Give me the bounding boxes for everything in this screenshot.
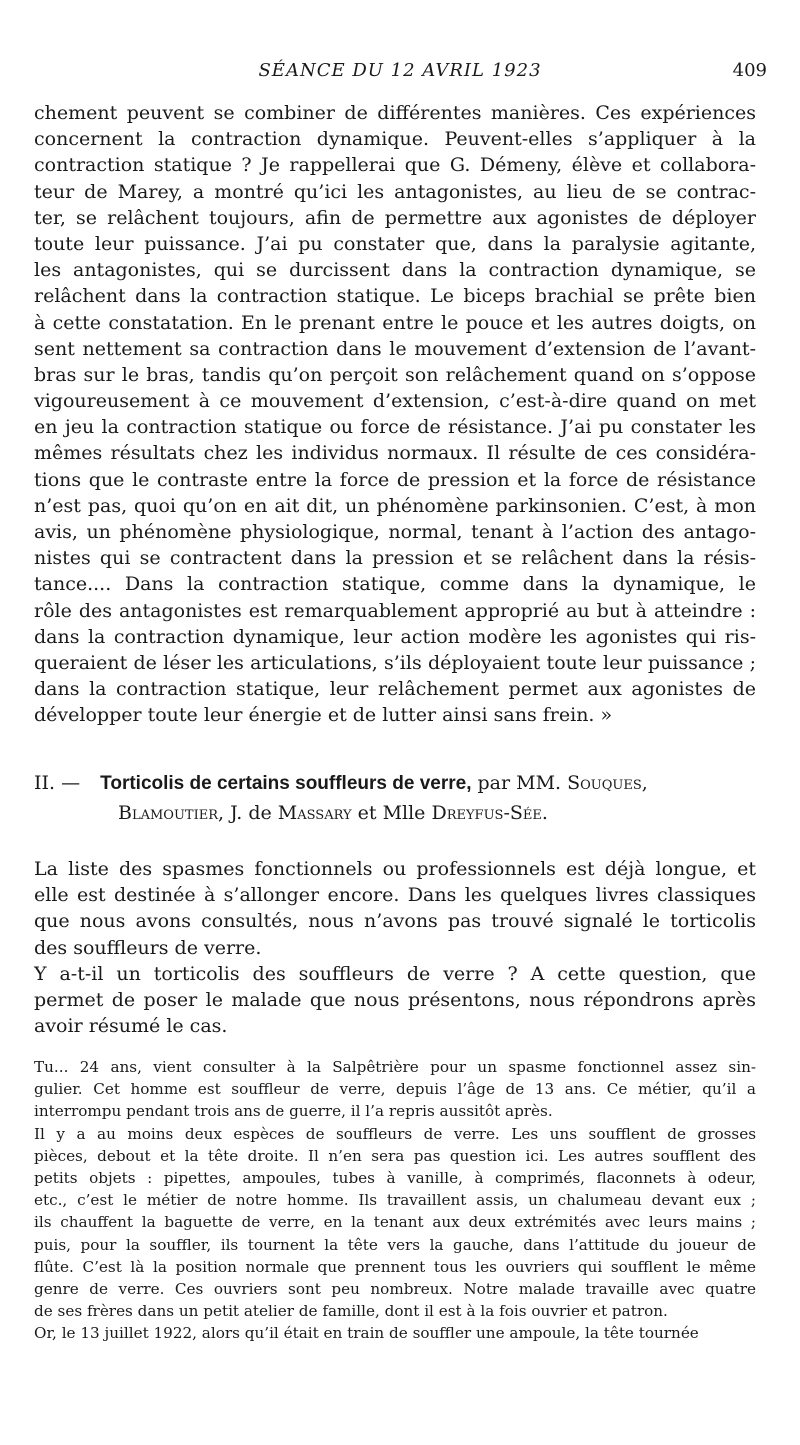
main-paragraph-line: tance.... Dans la contraction statique, comme dans la dynamique, le <box>34 573 756 596</box>
main-paragraph-line: avis, un phénomène physiologique, normal, tenant à l’action des antago- <box>34 521 756 543</box>
case-paragraph-line: interrompu pendant trois ans de guerre, il l’a repris aussitôt après. <box>34 1102 553 1121</box>
main-paragraph-line: concernent la contraction dynamique. Peuvent-elles s’appliquer à la <box>34 128 756 151</box>
intro-paragraph <box>34 856 756 961</box>
main-paragraph-line: à cette constatation. En le prenant entre le pouce et les autres doigts, on <box>34 311 756 334</box>
case-paragraph-line: petits objets : pipettes, ampoules, tubes à vanille, à comprimés, flaconnets à odeur, <box>34 1168 756 1187</box>
case-paragraph <box>34 1322 756 1344</box>
main-paragraph <box>34 100 756 729</box>
intro-paragraph-line: des souffleurs de verre. <box>34 936 262 959</box>
section-heading-line-2 <box>34 798 756 828</box>
section-number: II. — <box>34 772 81 794</box>
intro-paragraph-line: permet de poser le malade que nous présentons, nous répondrons après <box>34 988 756 1011</box>
case-paragraph <box>34 1056 756 1123</box>
case-paragraph-line: Il y a au moins deux espèces de souffleurs de verre. Les uns soufflent de grosses <box>34 1124 756 1143</box>
case-paragraph-line: etc., c’est le métier de notre homme. Ils travaillent assis, un chalumeau devant eux ; <box>34 1191 756 1210</box>
case-paragraph-line: Tu... 24 ans, vient consulter à la Salpêtrière pour un spasme fonctionnel assez sin- <box>34 1058 756 1076</box>
author-massary-first: J. de <box>230 802 272 824</box>
intro-paragraph <box>34 961 756 1040</box>
main-paragraph-line: queraient de léser les articulations, s’ils déployaient toute leur puissance ; <box>34 651 756 674</box>
main-paragraph-line: les antagonistes, qui se durcissent dans la contraction dynamique, se <box>34 259 756 282</box>
case-paragraph-line: flûte. C’est là la position normale que prennent tous les ouvriers qui soufflent le même <box>34 1257 756 1276</box>
main-paragraph-line: ter, se relâchent toujours, afin de permettre aux agonistes de déployer <box>34 206 756 229</box>
intro-paragraph-line: avoir résumé le cas. <box>34 1015 228 1038</box>
case-paragraph-line: puis, pour la souffler, ils tournent la tête vers la gauche, dans l’attitude du joueur de <box>34 1235 756 1254</box>
main-paragraph-line: nistes qui se contractent dans la pression et se relâchent dans la résis- <box>34 547 756 570</box>
case-paragraph-line: pièces, debout et la tête droite. Il n’en sera pas question ici. Les autres soufflent des <box>34 1146 756 1165</box>
main-paragraph-line: tions que le contraste entre la force de pression et la force de résistance <box>34 468 756 491</box>
main-paragraph-line: développer toute leur énergie et de lutter ainsi sans frein. » <box>34 704 613 727</box>
section-title: Torticolis de certains souffleurs de verre, <box>100 773 472 794</box>
case-paragraph-line: ils chauffent la baguette de verre, en la tenant aux deux extrémités avec leurs mains ; <box>34 1213 756 1232</box>
main-paragraph-line: bras sur le bras, tandis qu’on perçoit son relâchement quand on s’oppose <box>34 363 756 386</box>
main-paragraph-line: dans la contraction statique, leur relâchement permet aux agonistes de <box>34 678 756 701</box>
authors-prefix: par MM. <box>477 772 562 794</box>
case-paragraph <box>34 1123 756 1323</box>
case-paragraph-line: genre de verre. Ces ouvriers sont peu nombreux. Notre malade travaille avec quatre <box>34 1279 756 1298</box>
intro-paragraph-line: Y a-t-il un torticolis des souffleurs de verre ? A cette question, que <box>34 962 756 985</box>
main-paragraph-line: rôle des antagonistes est remarquablement approprié au but à atteindre : <box>34 599 756 622</box>
page-number: 409 <box>732 60 767 81</box>
author-dreyfus-see: Dreyfus-Sée. <box>431 802 548 824</box>
author-blamoutier: Blamoutier, <box>118 802 225 824</box>
main-paragraph-line: chement peuvent se combiner de différentes manières. Ces expériences <box>34 102 756 124</box>
case-paragraph-line: Or, le 13 juillet 1922, alors qu’il était en train de souffler une ampoule, la tête tournée <box>34 1324 699 1343</box>
intro-paragraphs <box>34 856 756 1039</box>
section-heading <box>34 768 756 828</box>
case-paragraph-line: gulier. Cet homme est souffleur de verre, depuis l’âge de 13 ans. Ce métier, qu’il a <box>34 1080 756 1099</box>
case-paragraph-line: de ses frères dans un petit atelier de famille, dont il est à la fois ouvrier et patron. <box>34 1302 668 1321</box>
main-paragraph-line: teur de Marey, a montré qu’ici les antagonistes, au lieu de se contrac- <box>34 180 756 203</box>
main-paragraph-line: n’est pas, quoi qu’on en ait dit, un phénomène parkinsonien. C’est, à mon <box>34 494 756 517</box>
main-paragraph-line: en jeu la contraction statique ou force de résistance. J’ai pu constater les <box>34 416 756 439</box>
author-souques: Souques, <box>567 772 648 794</box>
and-word: et <box>357 802 377 824</box>
intro-paragraph-line: que nous avons consultés, nous n’avons pas trouvé signalé le torticolis <box>34 910 756 933</box>
running-title: SÉANCE DU 12 AVRIL 1923 <box>258 60 542 81</box>
author-massary-last: Massary <box>277 802 352 824</box>
case-report <box>34 1056 756 1344</box>
author-title-mlle: Mlle <box>382 802 426 824</box>
main-paragraph-line: toute leur puissance. J’ai pu constater que, dans la paralysie agitante, <box>34 232 756 255</box>
main-paragraph-line: mêmes résultats chez les individus normaux. Il résulte de ces considéra- <box>34 442 756 465</box>
main-paragraph-line: sent nettement sa contraction dans le mouvement d’extension de l’avant- <box>34 337 756 360</box>
main-paragraph-line: vigoureusement à ce mouvement d’extension, c’est-à-dire quand on met <box>34 390 756 413</box>
main-paragraph-line: dans la contraction dynamique, leur action modère les agonistes qui ris- <box>34 625 756 648</box>
section-heading-line-1 <box>34 768 756 798</box>
page-header <box>0 60 800 86</box>
main-paragraph-line: contraction statique ? Je rappellerai que G. Démeny, élève et collabora- <box>34 154 756 177</box>
intro-paragraph-line: elle est destinée à s’allonger encore. Dans les quelques livres classiques <box>34 884 756 907</box>
intro-paragraph-line: La liste des spasmes fonctionnels ou professionnels est déjà longue, et <box>34 858 756 880</box>
main-paragraph-line: relâchent dans la contraction statique. Le biceps brachial se prête bien <box>34 285 756 308</box>
